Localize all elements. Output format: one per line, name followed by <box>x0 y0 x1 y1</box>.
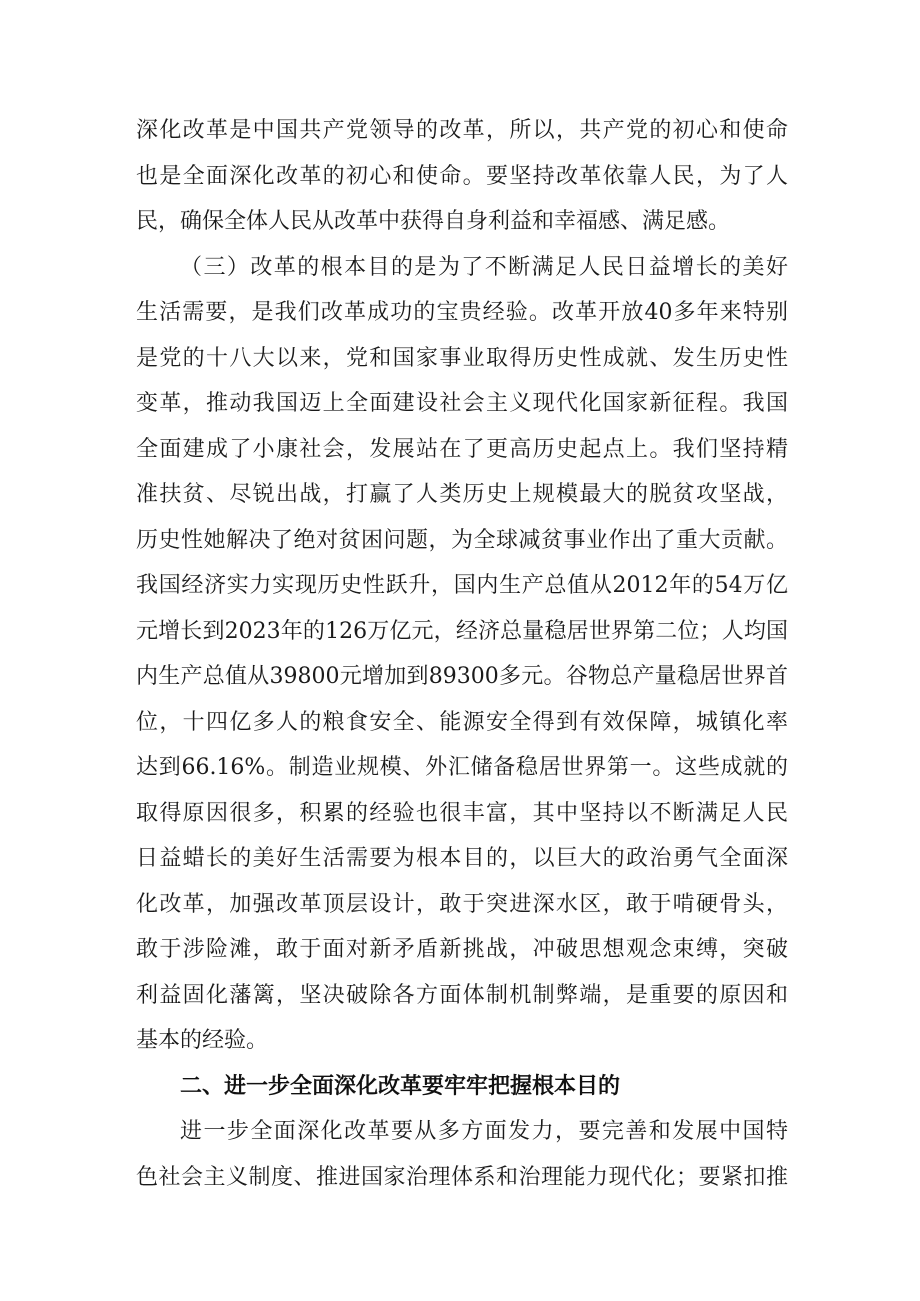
paragraph-line-10: 历史性她解决了绝对贫困问题，为全球减贫事业作出了重大贡献。 <box>136 527 788 553</box>
paragraph-line-18: 化改革，加强改革顶层设计，敢于突进深水区，敢于啃硬骨头， <box>136 891 788 917</box>
paragraph-line-12: 元增长到2023年的126万亿元，经济总量稳居世界第二位；人均国 <box>136 618 788 644</box>
paragraph-line-16: 取得原因很多，积累的经验也很丰富，其中坚持以不断满足人民 <box>136 800 788 826</box>
paragraph-line-17: 日益蜡长的美好生活需要为根本目的，以巨大的政治勇气全面深 <box>136 846 788 871</box>
paragraph-line-9: 准扶贫、尽锐出战，打赢了人类历史上规模最大的脱贫攻坚战， <box>136 482 788 507</box>
paragraph-line-5: 生活需要，是我们改革成功的宝贵经验。改革开放40多年来特别 <box>136 300 788 325</box>
paragraph-line-6: 是党的十八大以来，党和国家事业取得历史性成就、发生历史性 <box>136 345 788 371</box>
paragraph-line-3: 民，确保全体人民从改革中获得自身利益和幸福感、满足感。 <box>136 209 731 234</box>
paragraph-line-1: 深化改革是中国共产党领导的改革，所以，共产党的初心和使命 <box>136 118 788 143</box>
body-text <box>136 108 788 1200</box>
paragraph-line-7: 变革，推动我国迈上全面建设社会主义现代化国家新征程。我国 <box>136 391 788 416</box>
closing-line-2: 色社会主义制度、推进国家治理体系和治理能力现代化；要紧扣推 <box>136 1164 788 1190</box>
paragraph-line-11: 我国经济实力实现历史性跃升，国内生产总值从2012年的54万亿 <box>136 573 788 598</box>
paragraph-line-4: （三）改革的根本目的是为了不断满足人民日益增长的美好 <box>180 254 788 280</box>
paragraph-line-8: 全面建成了小康社会，发展站在了更高历史起点上。我们坚持精 <box>136 436 788 462</box>
paragraph-line-2: 也是全面深化改革的初心和使命。要坚持改革依靠人民，为了人 <box>136 163 788 189</box>
paragraph-line-19: 敢于涉险滩，敢于面对新矛盾新挑战，冲破思想观念束缚，突破 <box>136 937 788 962</box>
paragraph-line-15: 达到66.16%。制造业规模、外汇储备稳居世界第一。这些成就的 <box>136 755 788 780</box>
paragraph-line-14: 位，十四亿多人的粮食安全、能源安全得到有效保障，城镇化率 <box>136 709 788 735</box>
paragraph-line-21: 基本的经验。 <box>136 1028 269 1053</box>
paragraph-line-13: 内生产总值从39800元增加到89300多元。谷物总产量稳居世界首 <box>136 664 788 689</box>
closing-line-1: 进一步全面深化改革要从多方面发力，要完善和发展中国特 <box>180 1119 788 1144</box>
section-heading: 二、进一步全面深化改革要牢牢把握根本目的 <box>180 1073 621 1099</box>
paragraph-line-20: 利益固化藩篱，坚决破除各方面体制机制弊端，是重要的原因和 <box>136 982 788 1008</box>
